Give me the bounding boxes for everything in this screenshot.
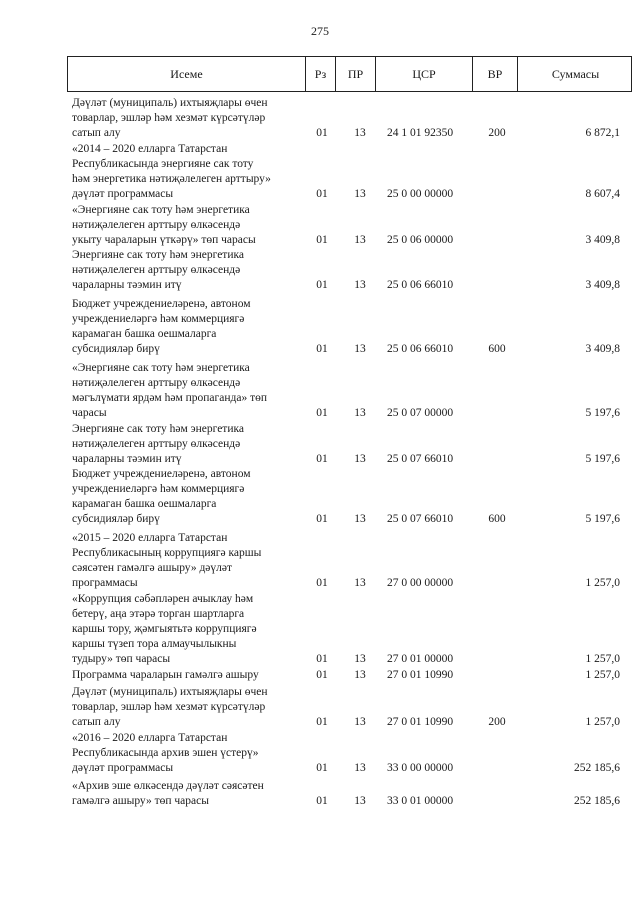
row-csr: 27 0 01 00000 bbox=[387, 653, 454, 665]
header-sum: Суммасы bbox=[551, 66, 600, 81]
row-rz: 01 bbox=[316, 716, 328, 728]
row-name-line: «2016 – 2020 елларга Татарстан bbox=[72, 732, 228, 744]
row-name-line: карамаган башка оешмаларга bbox=[72, 328, 217, 340]
row-rz: 01 bbox=[316, 343, 328, 355]
header-csr: ЦСР bbox=[376, 57, 473, 91]
row-name-line: Программа чараларын гамәлгә ашыру bbox=[72, 669, 259, 681]
table-row bbox=[0, 142, 640, 202]
row-sum: 1 257,0 bbox=[585, 577, 620, 589]
row-name-line: сатып алу bbox=[72, 716, 121, 728]
row-pr: 13 bbox=[354, 513, 366, 525]
row-name-line: программасы bbox=[72, 577, 138, 589]
row-rz: 01 bbox=[316, 762, 328, 774]
row-name bbox=[72, 467, 304, 527]
row-name-line: нәтиҗәлелеген арттыру өлкәсендә bbox=[72, 438, 241, 450]
table-row bbox=[0, 96, 640, 141]
row-name-line: «Энергияне сак тоту һәм энергетика bbox=[72, 204, 250, 216]
row-name-line: Энергияне сак тоту һәм энергетика bbox=[72, 423, 244, 435]
row-csr: 25 0 06 00000 bbox=[387, 234, 454, 246]
row-pr: 13 bbox=[354, 407, 366, 419]
table-row bbox=[0, 422, 640, 467]
header-pr: ПР bbox=[336, 57, 376, 91]
row-rz: 01 bbox=[316, 453, 328, 465]
row-csr: 24 1 01 92350 bbox=[387, 127, 454, 139]
row-name bbox=[72, 203, 304, 248]
row-sum: 3 409,8 bbox=[585, 343, 620, 355]
row-sum: 8 607,4 bbox=[585, 188, 620, 200]
table-row bbox=[0, 731, 640, 776]
row-csr: 25 0 06 66010 bbox=[387, 279, 454, 291]
table-row bbox=[0, 685, 640, 730]
row-pr: 13 bbox=[354, 577, 366, 589]
row-name-line: чараларны тәэмин итү bbox=[72, 453, 182, 465]
row-name-line: Республикасында энергияне сак тоту bbox=[72, 158, 254, 170]
row-sum: 5 197,6 bbox=[585, 407, 620, 419]
table-row bbox=[0, 248, 640, 293]
table-header bbox=[67, 56, 632, 92]
row-pr: 13 bbox=[354, 453, 366, 465]
row-rz: 01 bbox=[316, 279, 328, 291]
row-name-line: карамаган башка оешмаларга bbox=[72, 498, 217, 510]
row-pr: 13 bbox=[354, 762, 366, 774]
row-name-line: учреждениеләргә һәм коммерциягә bbox=[72, 313, 245, 325]
row-name-line: Республикасының коррупциягә каршы bbox=[72, 547, 262, 559]
row-rz: 01 bbox=[316, 127, 328, 139]
row-name-line: «2014 – 2020 елларга Татарстан bbox=[72, 143, 228, 155]
row-name bbox=[72, 592, 304, 667]
row-name bbox=[72, 422, 304, 467]
row-name-line: Республикасында архив эшен үстерү» bbox=[72, 747, 259, 759]
row-csr: 25 0 00 00000 bbox=[387, 188, 454, 200]
row-name-line: учреждениеләргә һәм коммерциягә bbox=[72, 483, 245, 495]
table-row bbox=[0, 779, 640, 809]
table-row bbox=[0, 668, 640, 683]
row-rz: 01 bbox=[316, 653, 328, 665]
row-name-line: каршы тору, җәмгыятьтә коррупциягә bbox=[72, 623, 257, 635]
row-name-line: нәтиҗәлелеген арттыру өлкәсендә bbox=[72, 264, 241, 276]
row-name-line: сатып алу bbox=[72, 127, 121, 139]
row-name-line: дәүләт программасы bbox=[72, 762, 174, 774]
row-csr: 33 0 01 00000 bbox=[387, 795, 454, 807]
row-sum: 1 257,0 bbox=[585, 669, 620, 681]
table-row bbox=[0, 361, 640, 421]
row-name-line: тудыру» төп чарасы bbox=[72, 653, 171, 665]
row-name-line: «Коррупция сәбәпләрен ачыклау һәм bbox=[72, 593, 254, 605]
row-name-line: мәгълүмати ярдәм һәм пропаганда» төп bbox=[72, 392, 267, 404]
row-name-line: субсидияләр бирү bbox=[72, 513, 160, 525]
row-name-line: товарлар, эшләр һәм хезмәт күрсәтүләр bbox=[72, 112, 266, 124]
row-name bbox=[72, 779, 304, 809]
row-name-line: нәтиҗәлелеген арттыру өлкәсендә bbox=[72, 219, 241, 231]
row-vr: 200 bbox=[488, 127, 506, 139]
row-rz: 01 bbox=[316, 188, 328, 200]
row-name-line: «Архив эше өлкәсендә дәүләт сәясәтен bbox=[72, 780, 264, 792]
row-name-line: һәм энергетика нәтиҗәлелеген арттыру» bbox=[72, 173, 271, 185]
row-name-line: укыту чараларын үткәрү» төп чарасы bbox=[72, 234, 256, 246]
row-name bbox=[72, 668, 304, 683]
row-name bbox=[72, 248, 304, 293]
row-csr: 27 0 01 10990 bbox=[387, 669, 454, 681]
row-vr: 200 bbox=[488, 716, 506, 728]
row-name-line: Дәүләт (муниципаль) ихтыяҗлары өчен bbox=[72, 686, 268, 698]
page-number: 275 bbox=[311, 24, 329, 38]
row-name-line: субсидияләр бирү bbox=[72, 343, 160, 355]
row-sum: 5 197,6 bbox=[585, 453, 620, 465]
row-pr: 13 bbox=[354, 343, 366, 355]
row-rz: 01 bbox=[316, 407, 328, 419]
row-name-line: дәүләт программасы bbox=[72, 188, 174, 200]
row-sum: 252 185,6 bbox=[574, 795, 620, 807]
row-name bbox=[72, 142, 304, 202]
row-pr: 13 bbox=[354, 234, 366, 246]
table-row bbox=[0, 297, 640, 357]
row-name-line: нәтиҗәлелеген арттыру өлкәсендә bbox=[72, 377, 241, 389]
table-row bbox=[0, 203, 640, 248]
row-name bbox=[72, 731, 304, 776]
row-pr: 13 bbox=[354, 716, 366, 728]
row-name-line: чараларны тәэмин итү bbox=[72, 279, 182, 291]
row-name-line: чарасы bbox=[72, 407, 107, 419]
row-sum: 6 872,1 bbox=[585, 127, 620, 139]
row-csr: 25 0 07 66010 bbox=[387, 513, 454, 525]
header-rz: Рз bbox=[306, 57, 336, 91]
row-name-line: товарлар, эшләр һәм хезмәт күрсәтүләр bbox=[72, 701, 266, 713]
row-name bbox=[72, 685, 304, 730]
row-name bbox=[72, 361, 304, 421]
row-vr: 600 bbox=[488, 343, 506, 355]
row-name-line: сәясәтен гамәлгә ашыру» дәүләт bbox=[72, 562, 233, 574]
row-name-line: каршы түзеп тора алмаучылыкны bbox=[72, 638, 237, 650]
row-name-line: «2015 – 2020 елларга Татарстан bbox=[72, 532, 228, 544]
row-sum: 5 197,6 bbox=[585, 513, 620, 525]
row-csr: 27 0 01 10990 bbox=[387, 716, 454, 728]
row-sum: 1 257,0 bbox=[585, 716, 620, 728]
row-rz: 01 bbox=[316, 513, 328, 525]
header-name: Исеме bbox=[68, 57, 306, 91]
row-name bbox=[72, 96, 304, 141]
row-csr: 33 0 00 00000 bbox=[387, 762, 454, 774]
row-csr: 25 0 07 00000 bbox=[387, 407, 454, 419]
row-pr: 13 bbox=[354, 653, 366, 665]
row-rz: 01 bbox=[316, 234, 328, 246]
row-sum: 3 409,8 bbox=[585, 279, 620, 291]
row-sum: 3 409,8 bbox=[585, 234, 620, 246]
row-csr: 25 0 06 66010 bbox=[387, 343, 454, 355]
row-pr: 13 bbox=[354, 127, 366, 139]
row-name-line: «Энергияне сак тоту һәм энергетика bbox=[72, 362, 250, 374]
row-pr: 13 bbox=[354, 795, 366, 807]
table-row bbox=[0, 592, 640, 667]
row-rz: 01 bbox=[316, 577, 328, 589]
table-row bbox=[0, 531, 640, 591]
row-name-line: Бюджет учреждениеләренә, автоном bbox=[72, 468, 251, 480]
row-name-line: Бюджет учреждениеләренә, автоном bbox=[72, 298, 251, 310]
row-rz: 01 bbox=[316, 795, 328, 807]
row-name-line: бетерү, аңа этәрә торган шартларга bbox=[72, 608, 245, 620]
row-csr: 25 0 07 66010 bbox=[387, 453, 454, 465]
row-pr: 13 bbox=[354, 188, 366, 200]
row-name bbox=[72, 531, 304, 591]
header-vr: ВР bbox=[473, 57, 518, 91]
row-pr: 13 bbox=[354, 669, 366, 681]
row-sum: 252 185,6 bbox=[574, 762, 620, 774]
row-name bbox=[72, 297, 304, 357]
row-sum: 1 257,0 bbox=[585, 653, 620, 665]
row-vr: 600 bbox=[488, 513, 506, 525]
row-name-line: Дәүләт (муниципаль) ихтыяҗлары өчен bbox=[72, 97, 268, 109]
row-name-line: Энергияне сак тоту һәм энергетика bbox=[72, 249, 244, 261]
row-rz: 01 bbox=[316, 669, 328, 681]
row-name-line: гамәлгә ашыру» төп чарасы bbox=[72, 795, 209, 807]
table-row bbox=[0, 467, 640, 527]
row-pr: 13 bbox=[354, 279, 366, 291]
row-csr: 27 0 00 00000 bbox=[387, 577, 454, 589]
